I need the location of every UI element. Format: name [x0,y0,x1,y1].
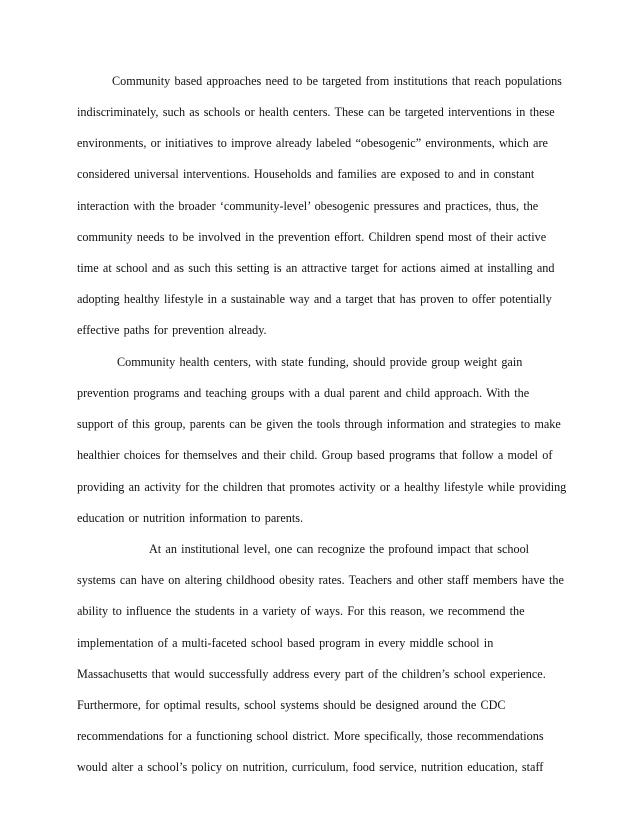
paragraph-3-line-4: implementation of a multi-faceted school based program in every middle school in [77,636,494,650]
paragraph-3-line-1: At an institutional level, one can recognize the profound impact that school [149,542,530,556]
paragraph-1-line-3: environments, or initiatives to improve already labeled “obesogenic” environments, which are [77,136,548,150]
paragraph-1-line-5: interaction with the broader ‘community-level’ obesogenic pressures and practices, thus, the [77,199,539,213]
paragraph-3-line-2: systems can have on altering childhood obesity rates. Teachers and other staff members have the [77,573,564,587]
paragraph-3-line-8: would alter a school’s policy on nutrition, curriculum, food service, nutrition education, staff [77,760,544,774]
paragraph-1-line-6: community needs to be involved in the prevention effort. Children spend most of their active [77,230,547,244]
paragraph-2-line-1: Community health centers, with state funding, should provide group weight gain [117,355,523,369]
paragraph-1-line-8: adopting healthy lifestyle in a sustainable way and a target that has proven to offer potentially [77,292,552,306]
paragraph-2-line-5: providing an activity for the children that promotes activity or a healthy lifestyle while providing [77,480,567,494]
paragraph-3-line-5: Massachusetts that would successfully address every part of the children’s school experience. [77,667,546,681]
paragraph-1-line-2: indiscriminately, such as schools or health centers. These can be targeted interventions in these [77,105,555,119]
paragraph-2-line-4: healthier choices for themselves and their child. Group based programs that follow a model of [77,448,553,462]
paragraph-2-line-6: education or nutrition information to parents. [77,511,303,525]
paragraph-3-line-3: ability to influence the students in a variety of ways. For this reason, we recommend the [77,604,525,618]
paragraph-1-line-4: considered universal interventions. Households and families are exposed to and in constant [77,167,535,181]
paragraph-3-line-7: recommendations for a functioning school district. More specifically, those recommendations [77,729,544,743]
paragraph-1-line-9: effective paths for prevention already. [77,323,267,337]
paragraph-2-line-2: prevention programs and teaching groups with a dual parent and child approach. With the [77,386,530,400]
paragraph-1-line-1: Community based approaches need to be targeted from institutions that reach populations [112,74,562,88]
paragraph-1-line-7: time at school and as such this setting is an attractive target for actions aimed at installing and [77,261,555,275]
paragraph-3-line-6: Furthermore, for optimal results, school systems should be designed around the CDC [77,698,506,712]
paragraph-2-line-3: support of this group, parents can be given the tools through information and strategies to make [77,417,561,431]
